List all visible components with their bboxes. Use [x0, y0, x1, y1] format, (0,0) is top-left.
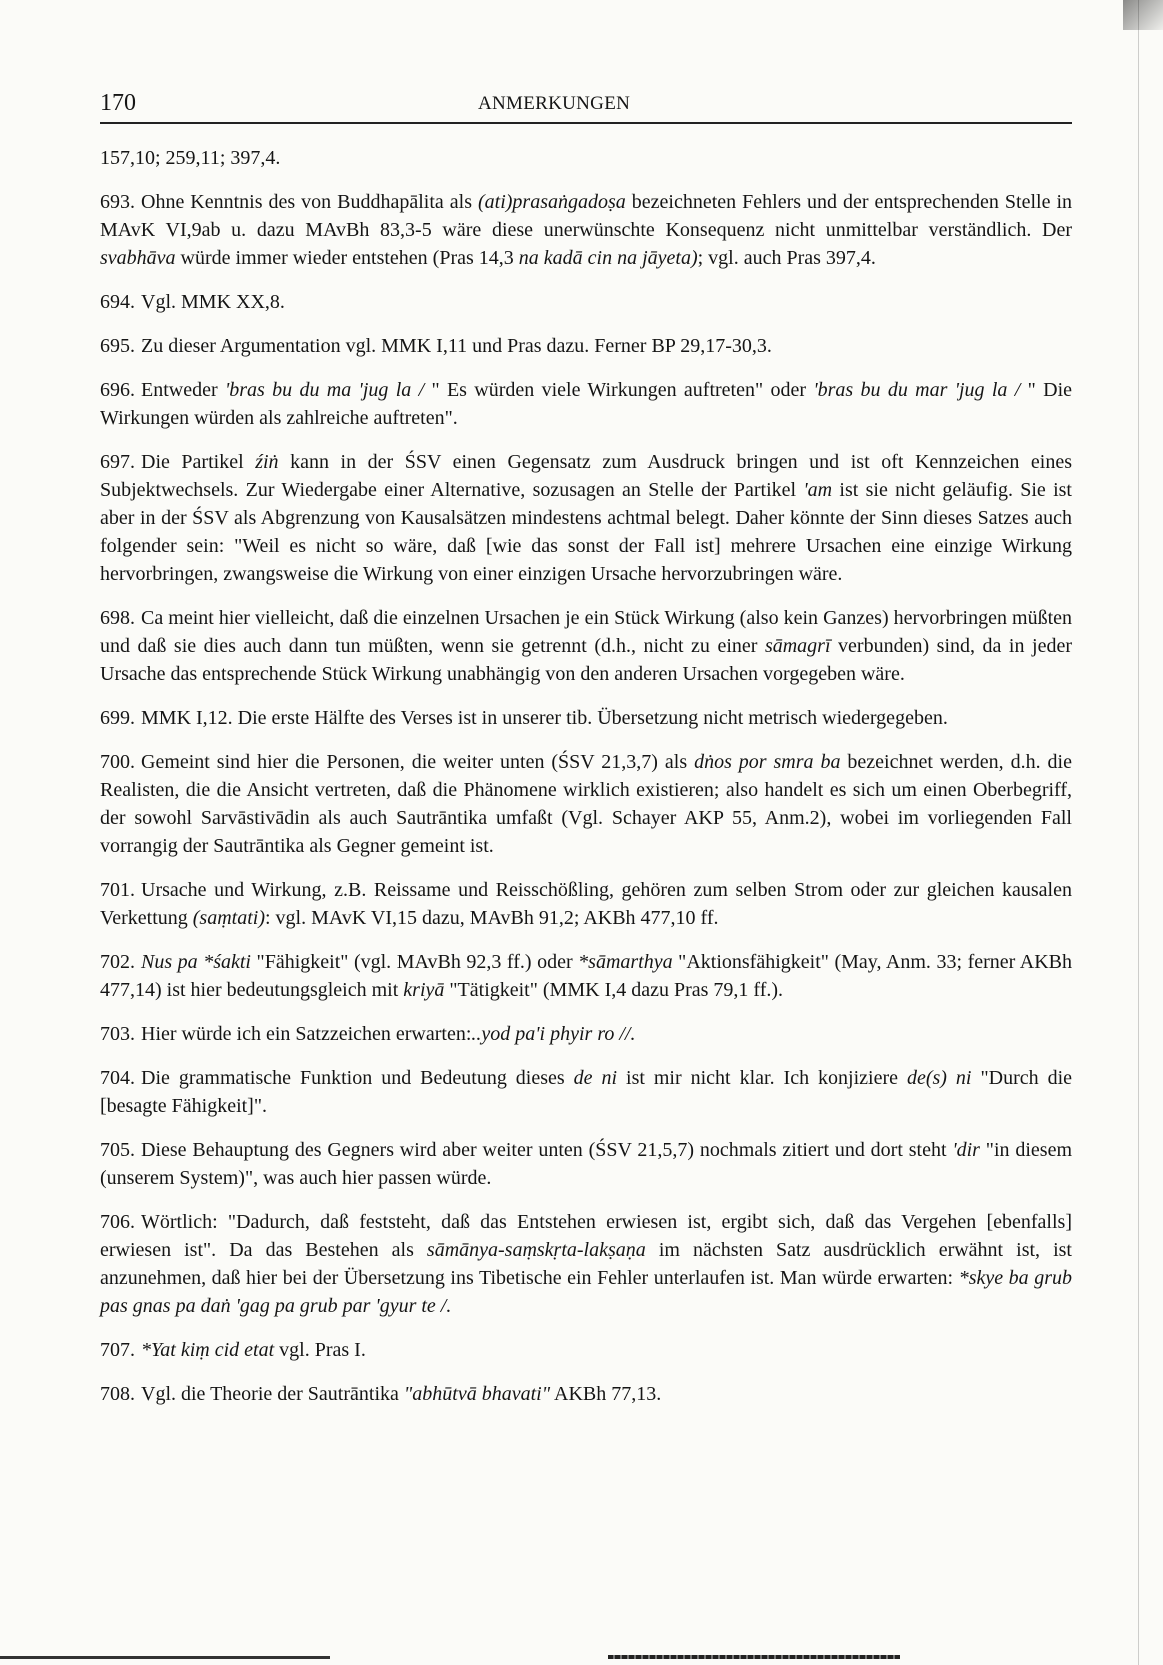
note-text: würde immer wieder entstehen (Pras 14,3	[175, 247, 519, 269]
italic-term: svabhāva	[100, 247, 176, 269]
note-number: 695.	[100, 335, 135, 357]
note-700	[100, 748, 1072, 860]
scan-edge-line	[1138, 0, 1139, 1665]
note-text: Die grammatische Funktion und Bedeutung dieses	[141, 1067, 574, 1089]
note-number: 705.	[100, 1139, 135, 1161]
note-number: 701.	[100, 879, 135, 901]
italic-term: kriyā	[403, 979, 445, 1001]
note-number: 698.	[100, 607, 135, 629]
scan-bottom-rule	[0, 1656, 330, 1659]
note-702	[100, 948, 1072, 1004]
running-head: ANMERKUNGEN	[478, 93, 631, 114]
note-number: 694.	[100, 291, 135, 313]
note-693	[100, 188, 1072, 272]
note-text: kann in der ŚSV einen Gegensatz zum Ausdruck bringen und ist oft Kennzeichen eines Subjektwechsels. Zur Wiedergabe einer Alternative, sozusagen an Stelle der Partikel	[100, 451, 1072, 501]
note-text: MMK I,12. Die erste Hälfte des Verses ist in unserer tib. Übersetzung nicht metrisch wiedergegeben.	[141, 707, 948, 729]
note-706	[100, 1208, 1072, 1320]
note-number: 700.	[100, 751, 135, 773]
italic-term: ..yod pa'i phyir ro //.	[471, 1023, 636, 1045]
note-703	[100, 1020, 1072, 1048]
note-text: " Die Wirkungen würden als zahlreiche auftreten".	[100, 379, 1073, 429]
note-number: 707.	[100, 1339, 135, 1361]
note-701	[100, 876, 1072, 932]
note-text: ist mir nicht klar. Ich konjiziere	[617, 1067, 907, 1089]
italic-term: dṅos por smra ba	[694, 751, 841, 773]
note-698	[100, 604, 1072, 688]
page-header	[100, 88, 1072, 124]
note-text: ; vgl. auch Pras 397,4.	[697, 247, 876, 269]
note-text: Hier würde ich ein Satzzeichen erwarten:	[141, 1023, 472, 1045]
scan-bottom-strip	[608, 1655, 900, 1659]
italic-term: de(s) ni	[906, 1067, 972, 1089]
italic-term: *skye ba grub pas gnas pa daṅ 'gag pa grub par 'gyur te /.	[100, 1267, 1073, 1317]
italic-term: 'bras bu du mar 'jug la /	[813, 379, 1021, 401]
italic-term: 'am	[803, 479, 833, 501]
note-text: Vgl. MMK XX,8.	[141, 291, 285, 313]
note-704	[100, 1064, 1072, 1120]
note-text: bezeichnet werden, d.h. die Realisten, die die Ansicht vertreten, daß die Phänomene wirklich existieren; also handelt es sich um einen Oberbegriff, der sowohl Sarvāstivādin als auch Sautrāntika umfaßt (Vgl. Schayer AKP 55, Anm.2), wobei im vorliegenden Fall vorrangig der Sautrāntika als Gegner gemeint ist.	[100, 751, 1072, 857]
note-text: Zu dieser Argumentation vgl. MMK I,11 und Pras dazu. Ferner BP 29,17-30,3.	[141, 335, 772, 357]
note-text: AKBh 77,13.	[550, 1383, 662, 1405]
note-text: "Fähigkeit" (vgl. MAvBh 92,3 ff.) oder	[251, 951, 579, 973]
note-number: 706.	[100, 1211, 135, 1233]
note-text: im nächsten Satz ausdrücklich erwähnt ist, ist anzunehmen, daß hier bei der Übersetzung ins Tibetische ein Fehler unterlaufen ist. Man würde erwarten:	[100, 1239, 1072, 1289]
note-text: bezeichneten Fehlers und der entsprechenden Stelle in MAvK VI,9ab u. dazu MAvBh 83,3-5 wäre diese unerwünschte Konsequenz nicht unmittelbar verständlich. Der	[100, 191, 1072, 241]
note-text: Wörtlich: "Dadurch, daß feststeht, daß das Entstehen erwiesen ist, ergibt sich, daß das Vergehen [ebenfalls] erwiesen ist". Da das Bestehen als	[100, 1211, 1072, 1261]
italic-term: (saṃtati)	[192, 907, 265, 929]
italic-term: na kadā cin na jāyeta)	[518, 247, 698, 269]
note-text: Diese Behauptung des Gegners wird aber weiter unten (ŚSV 21,5,7) nochmals zitiert und dort steht	[141, 1139, 953, 1161]
note-694	[100, 288, 1072, 316]
note-text: Entweder	[141, 379, 225, 401]
italic-term: *Yat kiṃ cid etat	[141, 1339, 275, 1361]
note-number: 693.	[100, 191, 135, 213]
note-text: Die Partikel	[141, 451, 256, 473]
note-text: Ohne Kenntnis des von Buddhapālita als	[141, 191, 478, 213]
note-695	[100, 332, 1072, 360]
note-text: Ursache und Wirkung, z.B. Reissame und Reisschößling, gehören zum selben Strom oder zur gleichen kausalen Verkettung	[100, 879, 1072, 929]
note-text: " Es würden viele Wirkungen auftreten" oder	[424, 379, 814, 401]
page-number: 170	[100, 90, 136, 116]
note-707	[100, 1336, 1072, 1364]
document-page	[100, 88, 1072, 1408]
note-text: Ca meint hier vielleicht, daß die einzelnen Ursachen je ein Stück Wirkung (also kein Ganzes) hervorbringen müßten und daß sie dies auch dann tun müßten, wenn sie getrennt (d.h., nicht zu einer	[100, 607, 1072, 657]
note-705	[100, 1136, 1072, 1192]
note-text: : vgl. MAvK VI,15 dazu, MAvBh 91,2; AKBh 477,10 ff.	[264, 907, 719, 929]
note-number: 702.	[100, 951, 135, 973]
note-text: "Tätigkeit" (MMK I,4 dazu Pras 79,1 ff.).	[444, 979, 784, 1001]
italic-term: źiṅ	[255, 451, 279, 473]
note-text: "Aktionsfähigkeit" (May, Anm. 33; ferner AKBh 477,14) ist hier bedeutungsgleich mit	[100, 951, 1072, 1001]
note-text: Gemeint sind hier die Personen, die weiter unten (ŚSV 21,3,7) als	[141, 751, 695, 773]
note-number: 704.	[100, 1067, 135, 1089]
italic-term: *sāmarthya	[578, 951, 673, 973]
note-number: 697.	[100, 451, 135, 473]
continued-text: 157,10; 259,11; 397,4.	[100, 147, 281, 169]
note-number: 708.	[100, 1383, 135, 1405]
note-text: ist sie nicht geläufig. Sie ist aber in der ŚSV als Abgrenzung von Kausalsätzen mindestens achtmal belegt. Daher könnte der Sinn dieses Satzes auch folgender sein: "Weil es nicht so wäre, daß [wie das sonst der Fall ist] mehrere Ursachen eine einzige Wirkung hervorbringen, zwangsweise die Wirkung von einer einzigen Ursache hervorzubringen wäre.	[100, 479, 1072, 585]
note-number: 696.	[100, 379, 135, 401]
note-text: verbunden) sind, da in jeder Ursache das entsprechende Stück Wirkung unabhängig von den anderen Ursachen vorgegeben wäre.	[100, 635, 1072, 685]
scan-corner-mark	[1123, 0, 1163, 30]
note-697	[100, 448, 1072, 588]
note-708	[100, 1380, 1072, 1408]
italic-term: 'bras bu du ma 'jug la /	[224, 379, 425, 401]
italic-term: 'dir	[952, 1139, 980, 1161]
note-number: 703.	[100, 1023, 135, 1045]
italic-term: sāmānya-saṃskṛta-lakṣaṇa	[426, 1239, 646, 1261]
note-696	[100, 376, 1072, 432]
note-text: vgl. Pras I.	[274, 1339, 366, 1361]
italic-term: de ni	[573, 1067, 618, 1089]
italic-term: (ati)prasaṅgadoṣa	[478, 191, 626, 213]
italic-term: "abhūtvā bhavati"	[403, 1383, 551, 1405]
note-number: 699.	[100, 707, 135, 729]
italic-term: sāmagrī	[764, 635, 831, 657]
note-text: Vgl. die Theorie der Sautrāntika	[141, 1383, 404, 1405]
note-text: "in diesem (unserem System)", was auch hier passen würde.	[100, 1139, 1072, 1189]
note-699	[100, 704, 1072, 732]
note-text: "Durch die [besagte Fähigkeit]".	[100, 1067, 1073, 1117]
italic-term: Nus pa *śakti	[141, 951, 251, 973]
